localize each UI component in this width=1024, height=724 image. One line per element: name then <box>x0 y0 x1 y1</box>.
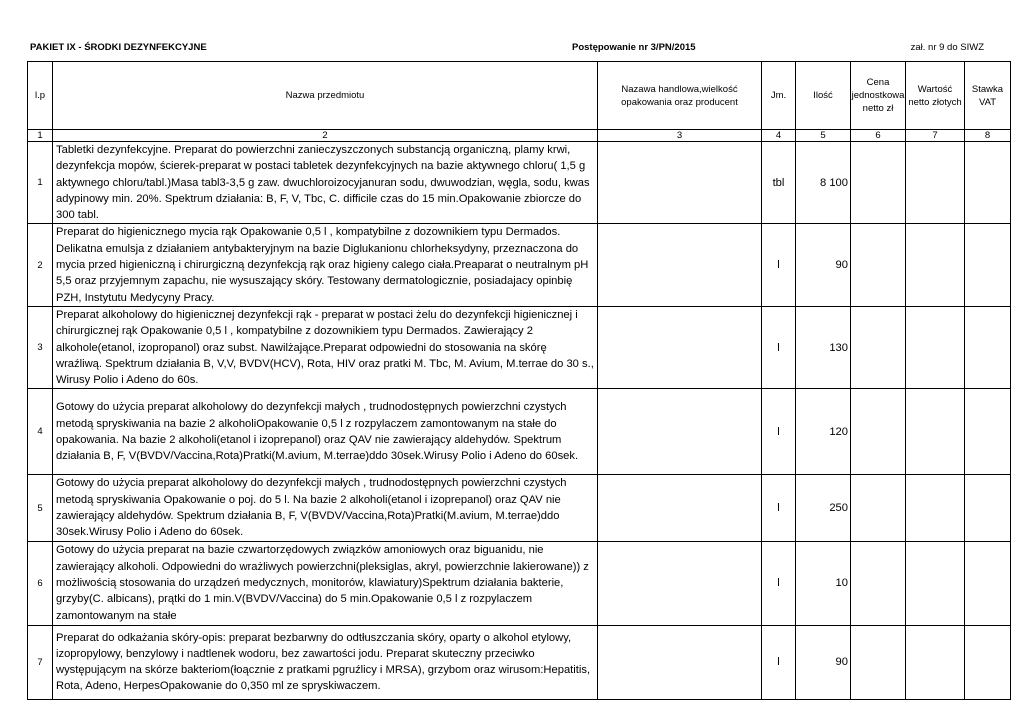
row-unit: l <box>762 224 796 306</box>
col-unit-header: Jm. <box>762 62 796 130</box>
col-number: 3 <box>598 130 762 142</box>
row-lp: 5 <box>28 475 53 541</box>
row-unit: l <box>762 475 796 541</box>
table-row <box>28 142 1011 224</box>
col-number: 6 <box>851 130 906 142</box>
column-number-row <box>28 130 1011 142</box>
row-unit: l <box>762 306 796 388</box>
col-qty-header: Ilość <box>796 62 851 130</box>
col-vat-header: Stawka VAT <box>965 62 1011 130</box>
row-trade-cell <box>598 306 762 388</box>
row-unit: l <box>762 625 796 699</box>
row-price-cell <box>851 224 906 306</box>
procedure-number: Postępowanie nr 3/PN/2015 <box>572 42 696 53</box>
row-lp: 2 <box>28 224 53 306</box>
row-trade-cell <box>598 224 762 306</box>
col-value-header: Wartość netto złotych <box>906 62 965 130</box>
row-vat-cell <box>965 625 1011 699</box>
row-unit: l <box>762 541 796 625</box>
row-value-cell <box>906 625 965 699</box>
row-quantity: 90 <box>796 224 851 306</box>
row-trade-cell <box>598 625 762 699</box>
row-trade-cell <box>598 541 762 625</box>
row-value-cell <box>906 389 965 475</box>
row-vat-cell <box>965 541 1011 625</box>
row-price-cell <box>851 389 906 475</box>
row-lp: 7 <box>28 625 53 699</box>
col-price-header: Cena jednostkowa netto zł <box>851 62 906 130</box>
row-description: Preparat do odkażania skóry-opis: preparat bezbarwny do odtłuszczania skóry, oparty o alkohol etylowy, izopropylowy, benzylowy i nadtlenek wodoru, bez zawartości jodu. Preparat skuteczny przeciwko występującym na skórze bakteriom(łoącznie z pratkami pgruźlicy i MRSA), grzybom oraz wirusom:Hepatitis, Rota, Adeno, HerpesOpakowanie do 0,350 ml ze spryskiwaczem. <box>53 625 598 699</box>
row-lp: 4 <box>28 389 53 475</box>
row-value-cell <box>906 541 965 625</box>
table-row <box>28 389 1011 475</box>
table-row <box>28 541 1011 625</box>
row-unit: l <box>762 389 796 475</box>
row-description: Tabletki dezynfekcyjne. Preparat do powierzchni zanieczyszczonych substancją organiczną, plamy krwi, dezynfekcja mopów, ścierek-preparat w postaci tabletek dezynfekcyjnych na bazie aktywnego chloru( 1,5 g aktywnego chloru/tabl.)Masa tabl3-3,5 g zaw. dwuchloroizocyjanuran sodu, dwuwodzian, węgla, sodu, kwas adypinowy min. 20%. Spektrum działania: B, F, V, Tbc, C. difficile czas do 15 min.Opakowanie zbiorcze do 300 tabl. <box>53 142 598 224</box>
row-quantity: 10 <box>796 541 851 625</box>
row-quantity: 120 <box>796 389 851 475</box>
row-trade-cell <box>598 389 762 475</box>
header-row <box>28 62 1011 130</box>
table-row <box>28 625 1011 699</box>
col-number: 2 <box>53 130 598 142</box>
col-number: 1 <box>28 130 53 142</box>
table-row <box>28 475 1011 541</box>
col-number: 5 <box>796 130 851 142</box>
table-row <box>28 224 1011 306</box>
row-value-cell <box>906 306 965 388</box>
row-description: Preparat alkoholowy do higienicznej dezynfekcji rąk - preparat w postaci żelu do dezynfekcji higienicznej i chirurgicznej rąk Opakowanie 0,5 l , kompatybilne z dozownikiem typu Dermados. Zawierający 2 alkohole(etanol, izopropanol) oraz subst. Nawilżające.Preparat odpowiedni do stosowania na skórę wraźliwą. Spektrum działania B, V,V, BVDV(HCV), Rota, HIV oraz pratki M. Tbc, M. Avium, M.terrae do 30 s., Wirusy Polio i Adeno do 60s. <box>53 306 598 388</box>
row-lp: 1 <box>28 142 53 224</box>
col-name-header: Nazwa przedmiotu <box>53 62 598 130</box>
row-lp: 6 <box>28 541 53 625</box>
col-trade-header: Nazawa handlowa,wielkość opakowania oraz producent <box>598 62 762 130</box>
col-number: 7 <box>906 130 965 142</box>
row-description: Preparat do higienicznego mycia rąk Opakowanie 0,5 l , kompatybilne z dozownikiem typu Dermados. Delikatna emulsja z działaniem antybakteryjnym na bazie Diglukanionu chlorheksydyny, przeznaczona do mycia przed higieniczną i chirurgiczną dezynfekcją rąk oraz higieny calego ciała.Preaparat o neutralnym pH 5,5 oraz przyjemnym zapachu, nie wysuszający skóry. Testowany dermatologicznie, posiadajacy opinbię PZH, Instytutu Medycyny Pracy. <box>53 224 598 306</box>
table-row <box>28 306 1011 388</box>
row-unit: tbl <box>762 142 796 224</box>
row-price-cell <box>851 306 906 388</box>
row-lp: 3 <box>28 306 53 388</box>
col-number: 8 <box>965 130 1011 142</box>
row-description: Gotowy do użycia preparat na bazie czwartorzędowych związków amoniowych oraz biguanidu, nie zawierający alkoholi. Odpowiedni do wrażliwych powierzchni(pleksiglas, akryl, powierzchnie lakierowane)) z możliwością stosowania do urządzeń medycznych, monitorów, klawiatury)Spektrum działania bakterie, grzyby(C. albicans), prątki do 1 min.V(BVDV/Vaccina) do 5 min.Opakowanie 0,5 l z rozpylaczem zamontowanym na stałe <box>53 541 598 625</box>
row-value-cell <box>906 475 965 541</box>
row-quantity: 250 <box>796 475 851 541</box>
row-trade-cell <box>598 475 762 541</box>
attachment-label: zał. nr 9 do SIWZ <box>910 42 984 53</box>
col-number: 4 <box>762 130 796 142</box>
row-quantity: 8 100 <box>796 142 851 224</box>
items-table <box>27 61 1011 700</box>
row-price-cell <box>851 541 906 625</box>
row-price-cell <box>851 475 906 541</box>
row-vat-cell <box>965 224 1011 306</box>
row-price-cell <box>851 625 906 699</box>
row-vat-cell <box>965 475 1011 541</box>
row-quantity: 90 <box>796 625 851 699</box>
row-description: Gotowy do użycia preparat alkoholowy do dezynfekcji małych , trudnodostępnych powierzchni czystych metodą spryskiwania Opakowanie o poj. do 5 l. Na bazie 2 alkoholi(etanol i izoprepanol) oraz QAV nie zawierający aldehydów. Spektrum działania B, F, V(BVDV/Vaccina,Rota)Pratki(M.avium, M.terrae)ddo 30sek.Wirusy Polio i Adeno do 60sek. <box>53 475 598 541</box>
row-vat-cell <box>965 142 1011 224</box>
row-value-cell <box>906 142 965 224</box>
row-value-cell <box>906 224 965 306</box>
row-vat-cell <box>965 389 1011 475</box>
row-price-cell <box>851 142 906 224</box>
row-vat-cell <box>965 306 1011 388</box>
row-description: Gotowy do użycia preparat alkoholowy do dezynfekcji małych , trudnodostępnych powierzchni czystych metodą spryskiwania na bazie 2 alkoholiOpakowanie 0,5 l z rozpylaczem zamontowanym na stałe do opakowania. Na bazie 2 alkoholi(etanol i izoprepanol) oraz QAV nie zawierający aldehydów. Spektrum działania B, F, V(BVDV/Vaccina,Rota)Pratki(M.avium, M.terrae)ddo 30sek.Wirusy Polio i Adeno do 60sek. <box>53 389 598 475</box>
col-lp-header: l.p <box>28 62 53 130</box>
document-title: PAKIET IX - ŚRODKI DEZYNFEKCYJNE <box>30 42 207 53</box>
row-trade-cell <box>598 142 762 224</box>
row-quantity: 130 <box>796 306 851 388</box>
